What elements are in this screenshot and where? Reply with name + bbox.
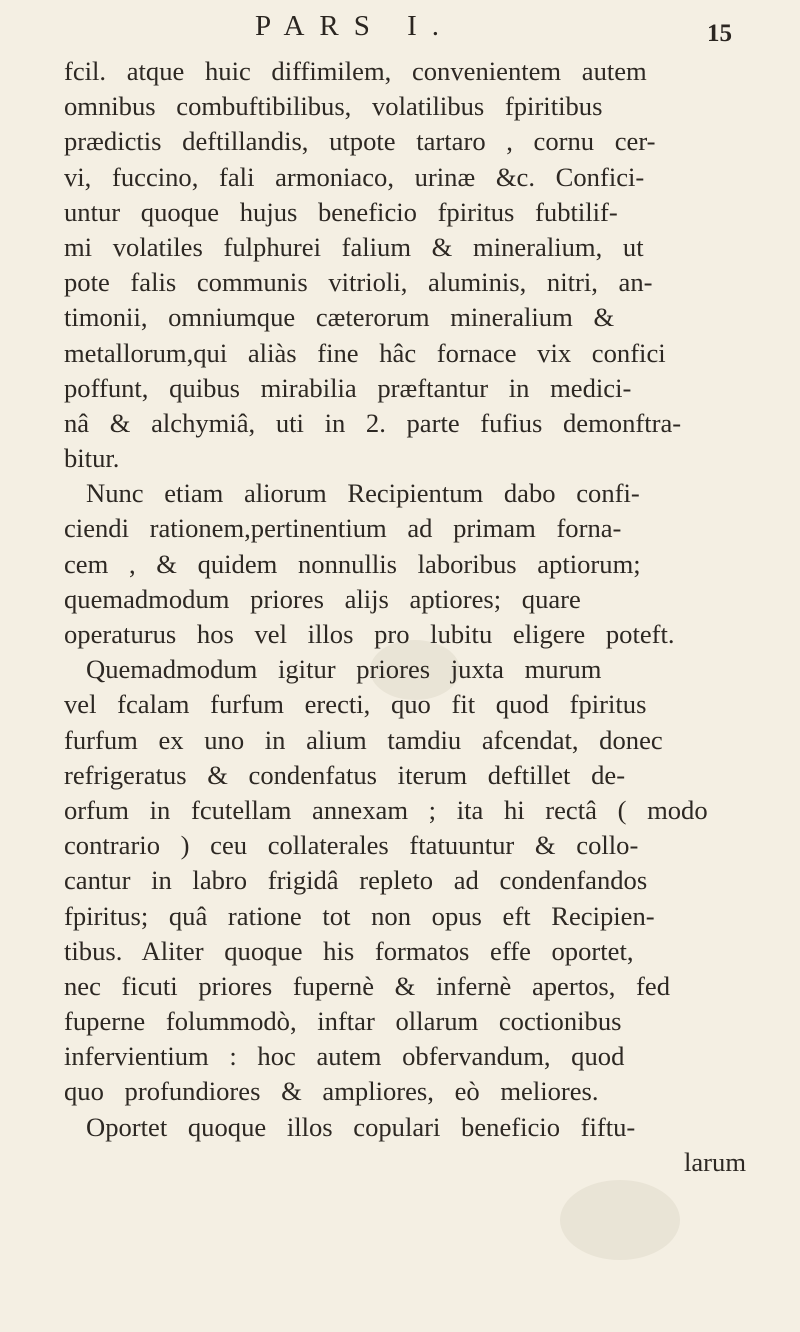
text-line: poffunt, quibus mirabilia præftantur in medici- <box>64 372 632 403</box>
text-line: orfum in fcutellam annexam ; ita hi rectâ ( modo <box>64 794 708 825</box>
text-line: tibus. Aliter quoque his formatos effe oportet, <box>64 935 634 966</box>
text-line: omnibus combuftibilibus, volatilibus fpiritibus <box>64 91 603 122</box>
running-head: PARS I. <box>255 10 455 42</box>
text-line: timonii, omniumque cæterorum mineralium & <box>64 302 615 333</box>
text-line: quo profundiores & ampliores, eò meliores. <box>64 1076 599 1107</box>
text-line: vi, fuccino, fali armoniaco, urinæ &c. Confici- <box>64 161 645 192</box>
text-line: prædictis deftillandis, utpote tartaro , cornu cer- <box>64 126 656 157</box>
text-line: Nunc etiam aliorum Recipientum dabo confi- <box>86 478 640 509</box>
text-line: fuperne folummodò, inftar ollarum coctionibus <box>64 1006 622 1037</box>
paper-stain <box>560 1180 680 1260</box>
text-line: refrigeratus & condenfatus iterum deftillet de- <box>64 759 626 790</box>
text-line: furfum ex uno in alium tamdiu afcendat, donec <box>64 724 663 755</box>
text-line: mi volatiles fulphurei falium & mineralium, ut <box>64 231 644 262</box>
text-line: nâ & alchymiâ, uti in 2. parte fufius demonftra- <box>64 407 682 438</box>
text-line: contrario ) ceu collaterales ftatuuntur & collo- <box>64 830 639 861</box>
text-line: fcil. atque huic diffimilem, convenientem autem <box>64 56 647 86</box>
text-line: bitur. <box>64 443 120 474</box>
text-line: nec ficuti priores fupernè & infernè apertos, fed <box>64 970 671 1001</box>
text-line: cem , & quidem nonnullis laboribus aptiorum; <box>64 548 641 579</box>
text-line: operaturus hos vel illos pro lubitu eligere poteft. <box>64 619 675 649</box>
text-line: metallorum,qui aliàs fine hâc fornace vix confici <box>64 337 666 368</box>
body-text <box>64 54 764 1180</box>
text-line: pote falis communis vitrioli, aluminis, nitri, an- <box>64 267 653 298</box>
text-line: untur quoque hujus beneficio fpiritus fubtilif- <box>64 196 618 227</box>
text-line: vel fcalam furfum erecti, quo fit quod fpiritus <box>64 689 647 720</box>
text-line: quemadmodum priores alijs aptiores; quare <box>64 583 581 614</box>
page-number: 15 <box>707 20 732 47</box>
text-line: Quemadmodum igitur priores juxta murum <box>86 654 602 685</box>
text-line: cantur in labro frigidâ repleto ad condenfandos <box>64 865 648 896</box>
page-header <box>0 6 800 56</box>
text-line: larum <box>683 1146 746 1177</box>
text-line: infervientium : hoc autem obfervandum, quod <box>64 1041 625 1072</box>
text-line: ciendi rationem,pertinentium ad primam forna- <box>64 513 622 544</box>
text-line: fpiritus; quâ ratione tot non opus eft Recipien- <box>64 900 655 931</box>
text-line: Oportet quoque illos copulari beneficio fiftu- <box>86 1111 636 1142</box>
